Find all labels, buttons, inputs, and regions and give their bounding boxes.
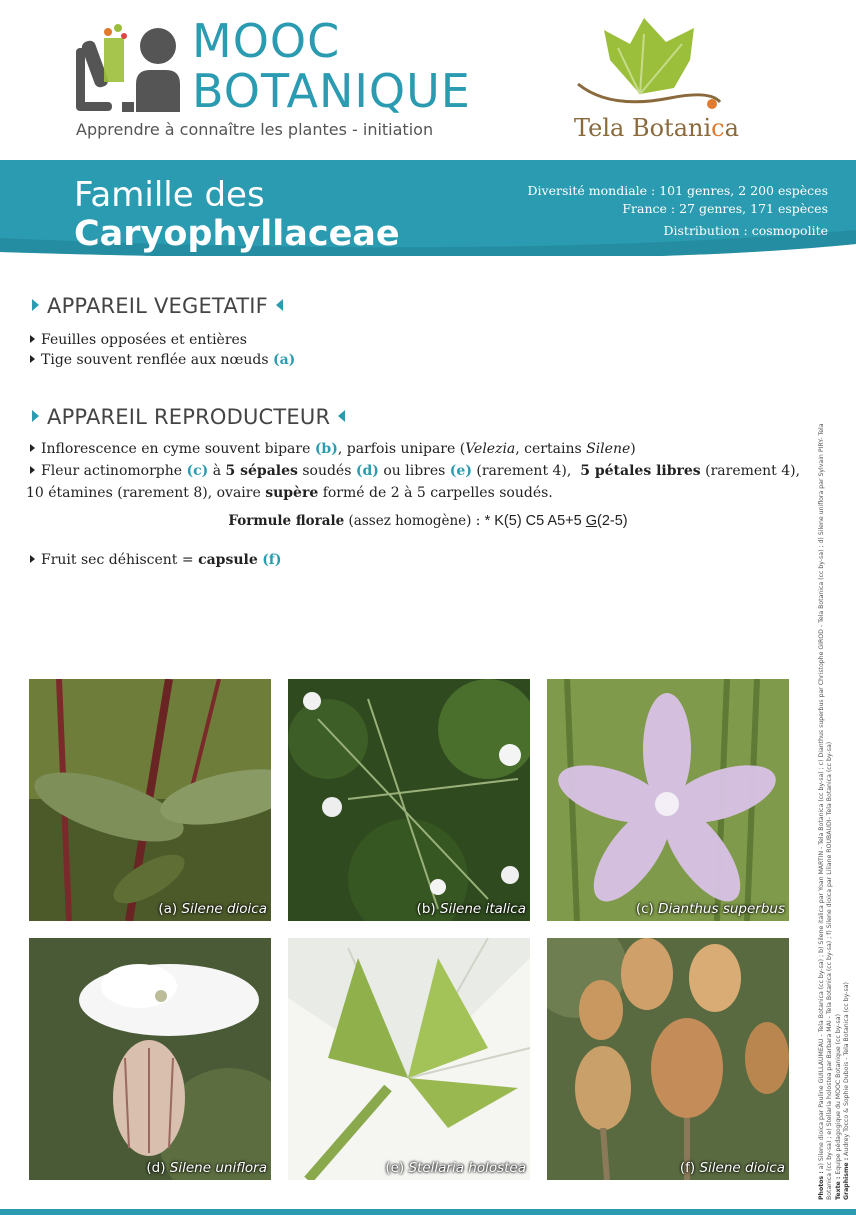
petales-bold: 5 pétales libres (580, 463, 701, 479)
caption-species: Silene uniflora (169, 1160, 267, 1176)
leaves-photo-image (29, 679, 271, 921)
mooc-botanique-logo (74, 14, 494, 144)
formula-expression: * K(5) C5 A5+5 (484, 513, 586, 529)
family-name: Caryophyllaceae (74, 214, 400, 254)
photo-caption (385, 1160, 526, 1176)
caption-species: Dianthus superbus (658, 901, 785, 917)
fruit-text: Fruit sec déhiscent = (41, 552, 199, 568)
formula-carpels: (2-5) (597, 513, 628, 529)
distribution: Distribution : cosmopolite (663, 223, 828, 238)
photo-stellaria-holostea (288, 938, 530, 1180)
mooc-title (192, 16, 471, 116)
tela-brand-c: c (711, 114, 725, 142)
bullet-fruit (30, 550, 281, 570)
triangle-left-icon (276, 299, 283, 311)
credits-graphisme-text: Audrey Tocco & Sophie Dubois - Tela Botanica (cc by-sa) (843, 982, 851, 1158)
world-diversity: Diversité mondiale : 101 genres, 2 200 espèces (527, 183, 828, 198)
capsule-bold: capsule (198, 552, 258, 568)
caption-species: Silene italica (439, 901, 526, 917)
vegetatif-heading-text: APPAREIL VEGETATIF (47, 294, 268, 318)
ref-f: (f) (262, 552, 282, 568)
photo-caption (636, 901, 785, 917)
photo-caption (146, 1160, 267, 1176)
caption-letter: (f) (679, 1160, 696, 1176)
france-diversity: France : 27 genres, 171 espèces (622, 201, 828, 216)
caption-letter: (c) (635, 901, 654, 917)
photo-caption (680, 1160, 785, 1176)
fleur-text: (rarement 4), (471, 463, 581, 479)
bullet-icon (30, 355, 35, 363)
caption-species: Stellaria holostea (408, 1160, 526, 1176)
infl-text: , parfois unipare ( (337, 441, 466, 457)
bullet-text: Tige souvent renflée aux nœuds (41, 352, 273, 368)
uniflora-photo-image (29, 938, 271, 1180)
formula-note: (assez homogène) : (344, 513, 485, 529)
credits-graphisme-label: Graphisme : (843, 1157, 851, 1200)
ref-e: (e) (449, 463, 472, 479)
tela-botanica-wordmark (574, 114, 739, 142)
tela-brand-start: Tela Botani (574, 114, 712, 142)
credits-photos-label: Photos : (818, 1171, 825, 1200)
infl-text: , certains (515, 441, 587, 457)
family-title-line1: Famille des (74, 175, 265, 215)
ref-a: (a) (272, 352, 296, 368)
caption-species: Silene dioica (181, 901, 267, 917)
photo-silene-dioica-capsules (547, 938, 789, 1180)
photo-silene-italica (288, 679, 530, 921)
supere-bold: supère (265, 485, 319, 501)
genus-silene: Silene (586, 441, 631, 457)
mooc-tagline: Apprendre à connaître les plantes - initiation (76, 120, 434, 139)
capsules-photo-image (547, 938, 789, 1180)
family-stats (528, 182, 829, 240)
fleur-text: (rarement 4), 10 étamines (rarement 8), ovaire (26, 463, 801, 501)
infl-text: ) (630, 441, 636, 457)
bullet-icon (30, 335, 35, 343)
fleur-text: formé de 2 à 5 carpelles soudés. (318, 485, 553, 501)
credits-texte-text: Equipe pédagogique du MOOC Botanique (cc by-sa) (834, 1014, 842, 1177)
section-heading-vegetatif (32, 294, 283, 318)
tela-botanica-logo (570, 14, 760, 144)
photo-credits (818, 400, 852, 1200)
ivy-leaf-icon (570, 14, 760, 114)
bullet-fleur (26, 460, 816, 504)
photo-silene-dioica-leaves (29, 679, 271, 921)
caption-letter: (b) (416, 901, 436, 917)
infl-text: Inflorescence en cyme souvent bipare (41, 441, 315, 457)
credits-photos-text: a) Silene dioica par Pauline GUILLAUMEAU - Tela Botanica (cc by-sa) ; b) Silene italica par Yoan MARTIN - Tela Botanica (cc by-sa) ; c) Dianthus superbus par Christophe GIROD - Tela Botanica (cc by-sa) ; d) Silene uniflora par Sylvain PIRY- Tela Botanica (cc by-sa) ; e) Stellaria holostea par Barbara MAI - Tela Botanica (cc by-sa) ; f) Silene dioica par Liliane ROUBAUDI- Tela Botanica (cc by-sa) (818, 423, 834, 1200)
photo-caption (158, 901, 267, 917)
formula-gynoecium: G (585, 513, 598, 529)
photo-caption (417, 901, 526, 917)
stellaria-photo-image (288, 938, 530, 1180)
ref-c: (c) (186, 463, 209, 479)
mooc-title-line2: BOTANIQUE (192, 64, 471, 118)
fleur-text: à (208, 463, 226, 479)
genus-velezia: Velezia (465, 441, 516, 457)
sepales-bold: 5 sépales (225, 463, 298, 479)
caption-letter: (d) (146, 1160, 166, 1176)
mooc-person-plant-icon (74, 18, 186, 118)
caption-letter: (e) (385, 1160, 405, 1176)
family-title (74, 176, 400, 254)
formula-label: Formule florale (228, 513, 345, 529)
bullet-icon (30, 555, 35, 563)
section-heading-reproducteur (32, 405, 345, 429)
credits-texte-label: Texte : (834, 1176, 842, 1200)
caption-letter: (a) (158, 901, 178, 917)
triangle-right-icon (32, 410, 39, 422)
fleur-text: soudés (297, 463, 356, 479)
fleur-text: Fleur actinomorphe (41, 463, 187, 479)
bullet-feuilles (30, 330, 247, 350)
tela-brand-end: a (724, 114, 739, 142)
reproducteur-heading-text: APPAREIL REPRODUCTEUR (47, 405, 331, 429)
bullet-text: Feuilles opposées et entières (41, 332, 247, 348)
fleur-text: ou libres (378, 463, 450, 479)
caption-species: Silene dioica (699, 1160, 785, 1176)
dianthus-photo-image (547, 679, 789, 921)
bullet-icon (30, 444, 35, 452)
bullet-inflorescence (30, 439, 636, 459)
mooc-title-line1: MOOC (192, 14, 341, 68)
triangle-right-icon (32, 299, 39, 311)
photo-dianthus-superbus (547, 679, 789, 921)
footer-bar (0, 1209, 856, 1215)
ref-b: (b) (314, 441, 338, 457)
bullet-icon (30, 466, 35, 474)
ref-d: (d) (355, 463, 379, 479)
bullet-tige (30, 350, 295, 370)
photo-silene-uniflora (29, 938, 271, 1180)
italica-photo-image (288, 679, 530, 921)
floral-formula (0, 513, 856, 529)
triangle-left-icon (338, 410, 345, 422)
